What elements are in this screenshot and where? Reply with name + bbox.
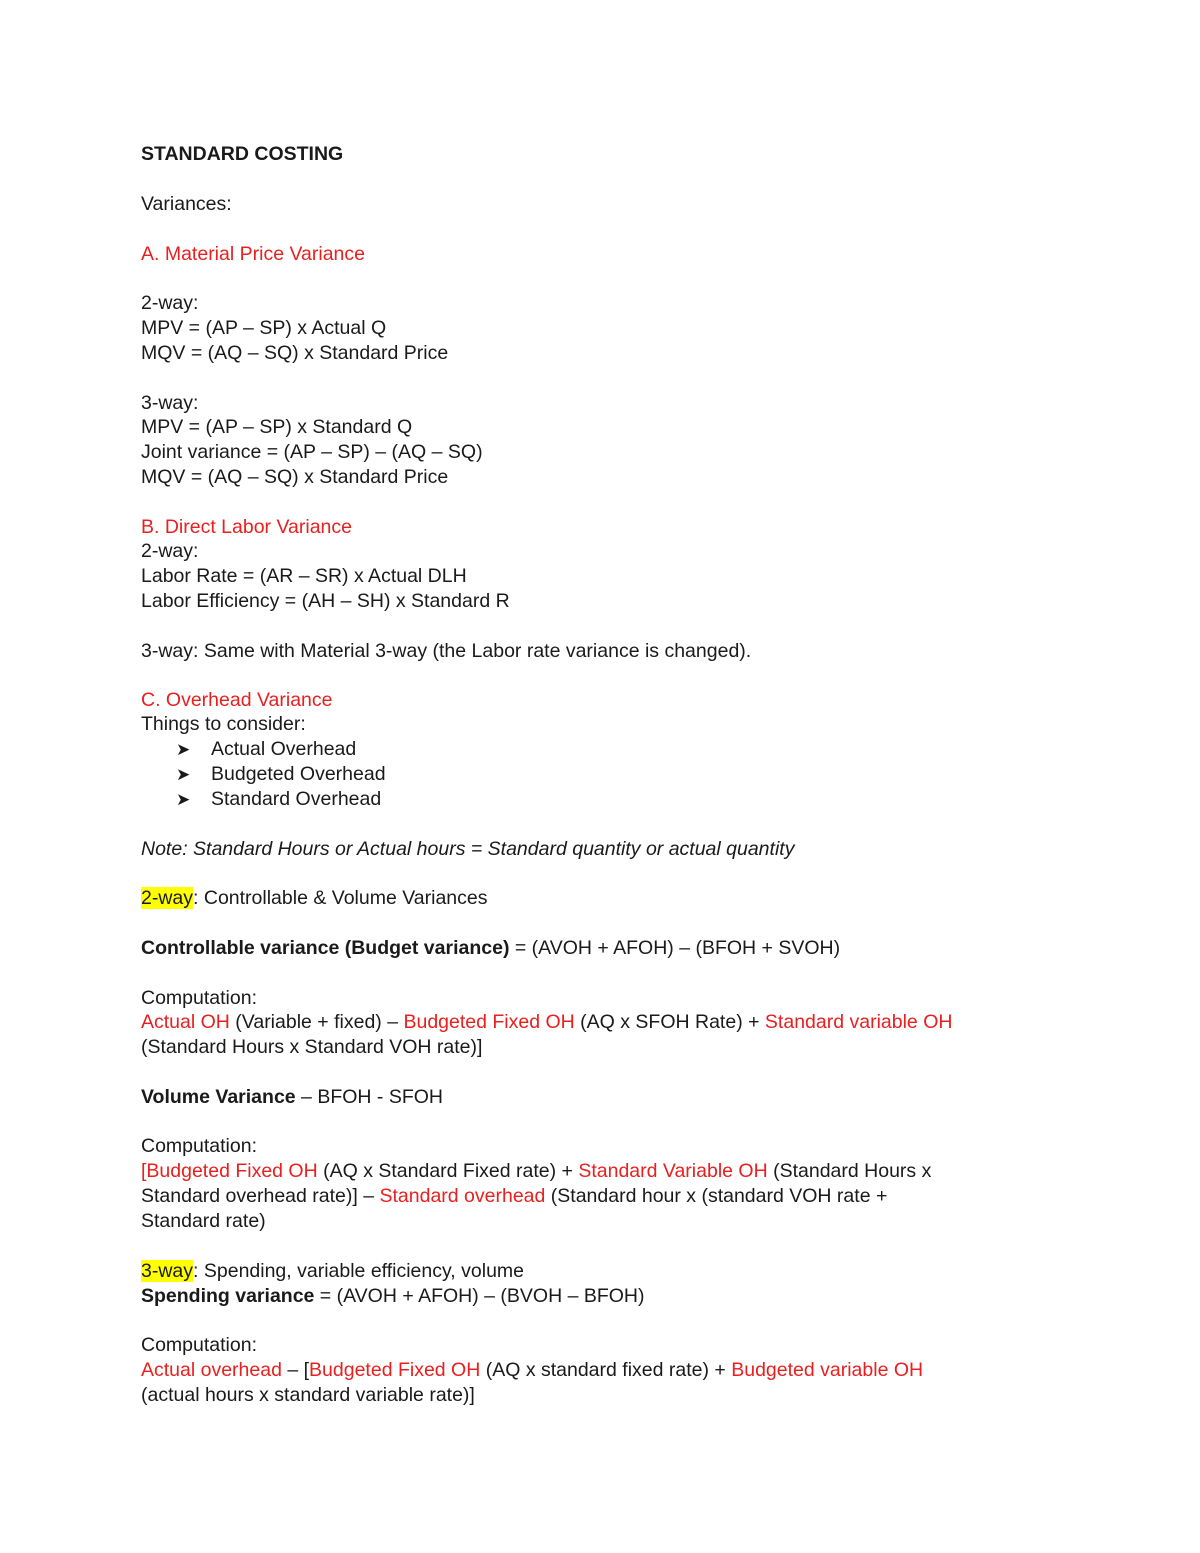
section-c-consider-label: Things to consider: — [141, 713, 306, 735]
section-a-2way-mpv: MPV = (AP – SP) x Actual Q — [141, 317, 387, 339]
computation-line-2: (actual hours x standard variable rate)] — [141, 1384, 475, 1406]
two-way-line: 2-way: Controllable & Volume Variances — [141, 887, 488, 909]
computation-label: Computation: — [141, 1334, 257, 1356]
section-c-heading: C. Overhead Variance — [141, 689, 333, 711]
section-b-heading: B. Direct Labor Variance — [141, 516, 352, 538]
three-way-line: 3-way: Spending, variable efficiency, volume — [141, 1260, 524, 1282]
section-a-3way-mqv: MQV = (AQ – SQ) x Standard Price — [141, 466, 449, 488]
list-item: ➤ Standard Overhead — [176, 788, 382, 810]
computation-line-1: Actual overhead – [Budgeted Fixed OH (AQ x standard fixed rate) + Budgeted variable OH — [141, 1359, 924, 1381]
list-item: ➤ Actual Overhead — [176, 738, 357, 760]
variances-label: Variances: — [141, 193, 232, 215]
arrowhead-bullet-icon: ➤ — [176, 790, 191, 809]
computation-label: Computation: — [141, 1135, 257, 1157]
section-a-3way-label: 3-way: — [141, 392, 199, 414]
controllable-variance-line: Controllable variance (Budget variance) = (AVOH + AFOH) – (BFOH + SVOH) — [141, 937, 841, 959]
section-b-labor-efficiency: Labor Efficiency = (AH – SH) x Standard R — [141, 590, 510, 612]
section-a-2way-mqv: MQV = (AQ – SQ) x Standard Price — [141, 342, 449, 364]
section-a-2way-label: 2-way: — [141, 292, 199, 314]
arrowhead-bullet-icon: ➤ — [176, 765, 191, 784]
two-way-highlight: 2-way — [141, 887, 194, 909]
arrowhead-bullet-icon: ➤ — [176, 740, 191, 759]
document-title: STANDARD COSTING — [141, 143, 344, 165]
section-b-labor-rate: Labor Rate = (AR – SR) x Actual DLH — [141, 565, 467, 587]
computation-line-2: Standard overhead rate)] – Standard overhead (Standard hour x (standard VOH rate + — [141, 1185, 888, 1207]
volume-variance-line: Volume Variance – BFOH - SFOH — [141, 1086, 443, 1108]
section-b-2way-label: 2-way: — [141, 540, 199, 562]
spending-variance-line: Spending variance = (AVOH + AFOH) – (BVOH – BFOH) — [141, 1285, 645, 1307]
computation-label: Computation: — [141, 987, 257, 1009]
computation-line-2: (Standard Hours x Standard VOH rate)] — [141, 1036, 483, 1058]
note-line: Note: Standard Hours or Actual hours = Standard quantity or actual quantity — [141, 838, 795, 860]
three-way-highlight: 3-way — [141, 1260, 194, 1282]
list-item: ➤ Budgeted Overhead — [176, 763, 386, 785]
computation-line-1: [Budgeted Fixed OH (AQ x Standard Fixed rate) + Standard Variable OH (Standard Hours x — [141, 1160, 932, 1182]
section-b-3way-note: 3-way: Same with Material 3-way (the Labor rate variance is changed). — [141, 640, 752, 662]
section-a-3way-mpv: MPV = (AP – SP) x Standard Q — [141, 416, 413, 438]
computation-line-1: Actual OH (Variable + fixed) – Budgeted Fixed OH (AQ x SFOH Rate) + Standard variable OH — [141, 1011, 953, 1033]
section-a-heading: A. Material Price Variance — [141, 243, 365, 265]
computation-line-3: Standard rate) — [141, 1210, 266, 1232]
section-a-3way-joint: Joint variance = (AP – SP) – (AQ – SQ) — [141, 441, 483, 463]
